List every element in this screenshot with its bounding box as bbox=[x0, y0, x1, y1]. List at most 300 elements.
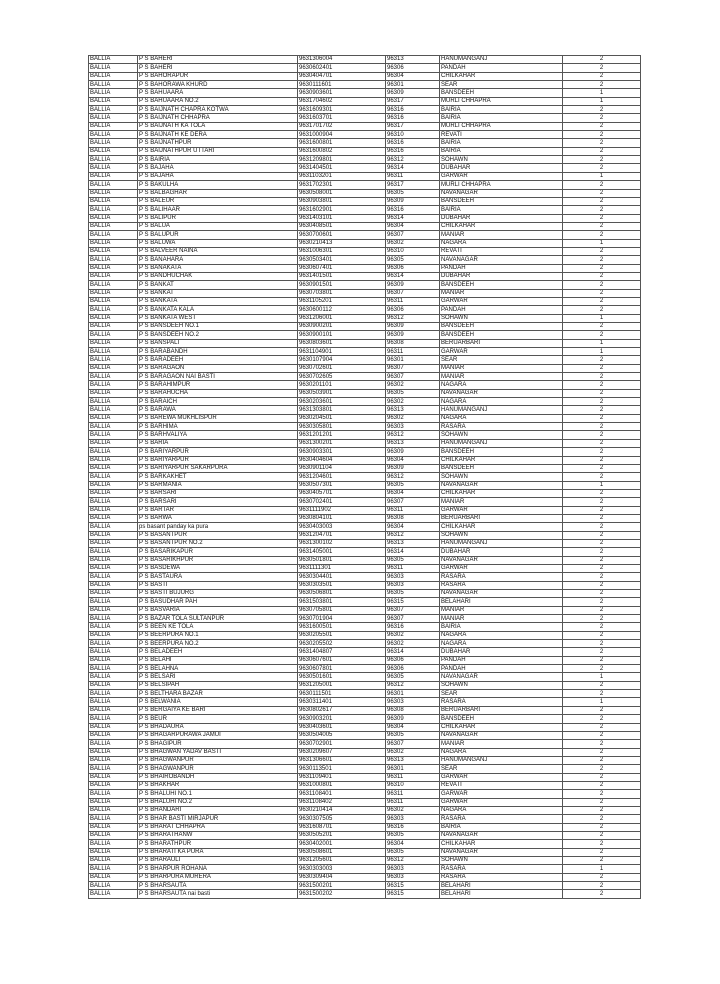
district-cell: BALLIA bbox=[89, 631, 138, 639]
count-cell: 1 bbox=[563, 314, 641, 322]
block-code-cell: 96305 bbox=[386, 590, 440, 598]
block-code-cell: 96309 bbox=[386, 464, 440, 472]
station-name-cell: P S BHARPURA MURERA bbox=[138, 873, 298, 881]
station-name-cell: P S BELADEEH bbox=[138, 648, 298, 656]
block-name-cell: BERUARBARI bbox=[440, 514, 563, 522]
district-cell: BALLIA bbox=[89, 172, 138, 180]
count-cell: 2 bbox=[563, 381, 641, 389]
district-cell: BALLIA bbox=[89, 231, 138, 239]
block-code-cell: 96309 bbox=[386, 197, 440, 205]
table-row bbox=[89, 222, 641, 230]
count-cell: 2 bbox=[563, 448, 641, 456]
district-cell: BALLIA bbox=[89, 331, 138, 339]
table-row bbox=[89, 314, 641, 322]
block-name-cell: BANSDEEH bbox=[440, 715, 563, 723]
code-cell: 9630201101 bbox=[298, 381, 386, 389]
table-row bbox=[89, 181, 641, 189]
block-code-cell: 96303 bbox=[386, 581, 440, 589]
block-name-cell: SEAR bbox=[440, 81, 563, 89]
code-cell: 9631500202 bbox=[298, 890, 386, 898]
code-cell: 9631602901 bbox=[298, 206, 386, 214]
count-cell: 2 bbox=[563, 731, 641, 739]
block-code-cell: 96313 bbox=[386, 56, 440, 64]
block-code-cell: 96310 bbox=[386, 781, 440, 789]
station-name-cell: P S BALUPUR bbox=[138, 231, 298, 239]
station-name-cell: P S BHAR BASTI MIRJAPUR bbox=[138, 815, 298, 823]
district-cell: BALLIA bbox=[89, 464, 138, 472]
block-code-cell: 96302 bbox=[386, 381, 440, 389]
block-name-cell: GARWAR bbox=[440, 506, 563, 514]
count-cell: 2 bbox=[563, 214, 641, 222]
code-cell: 9630600112 bbox=[298, 306, 386, 314]
block-code-cell: 96307 bbox=[386, 606, 440, 614]
code-cell: 9631500201 bbox=[298, 882, 386, 890]
station-name-cell: P S BHAGWANPUR bbox=[138, 756, 298, 764]
district-cell: BALLIA bbox=[89, 665, 138, 673]
table-row bbox=[89, 72, 641, 80]
station-name-cell: P S BASUDHAR PAH bbox=[138, 598, 298, 606]
table-row bbox=[89, 681, 641, 689]
table-row bbox=[89, 806, 641, 814]
table-row bbox=[89, 414, 641, 422]
code-cell: 9630205501 bbox=[298, 631, 386, 639]
code-cell: 9630803601 bbox=[298, 339, 386, 347]
code-cell: 9631108401 bbox=[298, 790, 386, 798]
code-cell: 9630503901 bbox=[298, 389, 386, 397]
block-name-cell: CHILKAHAR bbox=[440, 489, 563, 497]
count-cell: 2 bbox=[563, 623, 641, 631]
district-cell: BALLIA bbox=[89, 806, 138, 814]
district-cell: BALLIA bbox=[89, 857, 138, 865]
count-cell: 2 bbox=[563, 539, 641, 547]
block-name-cell: MANIAR bbox=[440, 498, 563, 506]
station-name-cell: P S BANSPALI bbox=[138, 339, 298, 347]
block-code-cell: 96306 bbox=[386, 64, 440, 72]
block-name-cell: BAIRIA bbox=[440, 147, 563, 155]
table-row bbox=[89, 848, 641, 856]
block-name-cell: BAIRIA bbox=[440, 623, 563, 631]
count-cell: 2 bbox=[563, 656, 641, 664]
code-cell: 9631404501 bbox=[298, 164, 386, 172]
count-cell: 2 bbox=[563, 498, 641, 506]
block-code-cell: 96317 bbox=[386, 181, 440, 189]
table-row bbox=[89, 398, 641, 406]
table-row bbox=[89, 197, 641, 205]
block-code-cell: 96309 bbox=[386, 89, 440, 97]
count-cell: 2 bbox=[563, 806, 641, 814]
block-code-cell: 96305 bbox=[386, 673, 440, 681]
code-cell: 9630403003 bbox=[298, 523, 386, 531]
code-cell: 9630900101 bbox=[298, 331, 386, 339]
district-cell: BALLIA bbox=[89, 264, 138, 272]
station-name-cell: P S BHARATI KA PURA bbox=[138, 848, 298, 856]
station-name-cell: P S BARTAR bbox=[138, 506, 298, 514]
block-code-cell: 96313 bbox=[386, 406, 440, 414]
count-cell: 1 bbox=[563, 698, 641, 706]
block-name-cell: BELAHARI bbox=[440, 890, 563, 898]
code-cell: 9630602401 bbox=[298, 64, 386, 72]
code-cell: 9630404604 bbox=[298, 456, 386, 464]
table-row bbox=[89, 865, 641, 873]
station-name-cell: P S BANKAT bbox=[138, 289, 298, 297]
district-cell: BALLIA bbox=[89, 873, 138, 881]
code-cell: 9630405701 bbox=[298, 489, 386, 497]
district-cell: BALLIA bbox=[89, 72, 138, 80]
station-name-cell: P S BARAHUCHA bbox=[138, 389, 298, 397]
code-cell: 9630210413 bbox=[298, 239, 386, 247]
block-code-cell: 96316 bbox=[386, 147, 440, 155]
count-cell: 2 bbox=[563, 272, 641, 280]
district-cell: BALLIA bbox=[89, 564, 138, 572]
block-code-cell: 96314 bbox=[386, 214, 440, 222]
block-name-cell: GARWAR bbox=[440, 773, 563, 781]
district-cell: BALLIA bbox=[89, 731, 138, 739]
table-row bbox=[89, 564, 641, 572]
table-row bbox=[89, 581, 641, 589]
block-name-cell: CHILKAHAR bbox=[440, 72, 563, 80]
code-cell: 9630203601 bbox=[298, 398, 386, 406]
table-row bbox=[89, 122, 641, 130]
table-row bbox=[89, 206, 641, 214]
block-code-cell: 96315 bbox=[386, 890, 440, 898]
block-code-cell: 96307 bbox=[386, 615, 440, 623]
block-name-cell: SOHAWN bbox=[440, 857, 563, 865]
block-name-cell: BAIRIA bbox=[440, 114, 563, 122]
block-name-cell: SOHAWN bbox=[440, 531, 563, 539]
count-cell: 2 bbox=[563, 781, 641, 789]
station-name-cell: P S BARAGAON bbox=[138, 364, 298, 372]
count-cell: 2 bbox=[563, 756, 641, 764]
code-cell: 9630107904 bbox=[298, 356, 386, 364]
block-name-cell: HANUMANGANJ bbox=[440, 756, 563, 764]
district-cell: BALLIA bbox=[89, 698, 138, 706]
block-code-cell: 96311 bbox=[386, 798, 440, 806]
block-name-cell: GARWAR bbox=[440, 564, 563, 572]
table-row bbox=[89, 439, 641, 447]
table-row bbox=[89, 815, 641, 823]
table-row bbox=[89, 156, 641, 164]
district-cell: BALLIA bbox=[89, 573, 138, 581]
block-code-cell: 96304 bbox=[386, 489, 440, 497]
block-name-cell: RASARA bbox=[440, 865, 563, 873]
district-cell: BALLIA bbox=[89, 423, 138, 431]
block-name-cell: SOHAWN bbox=[440, 681, 563, 689]
table-row bbox=[89, 573, 641, 581]
code-cell: 9630111501 bbox=[298, 690, 386, 698]
station-name-cell: P S BARHIMA bbox=[138, 423, 298, 431]
count-cell: 2 bbox=[563, 431, 641, 439]
count-cell: 2 bbox=[563, 506, 641, 514]
table-row bbox=[89, 323, 641, 331]
station-name-cell: P S BARIYARPUR SAKARPURA bbox=[138, 464, 298, 472]
table-row bbox=[89, 648, 641, 656]
station-name-cell: P S BHARSAUTA bbox=[138, 882, 298, 890]
block-name-cell: DUBAHAR bbox=[440, 164, 563, 172]
station-name-cell: P S BAIJNATH KA TOLA bbox=[138, 122, 298, 130]
block-code-cell: 96312 bbox=[386, 431, 440, 439]
code-cell: 9630205502 bbox=[298, 640, 386, 648]
station-name-cell: P S BARSARI bbox=[138, 489, 298, 497]
table-row bbox=[89, 748, 641, 756]
count-cell: 2 bbox=[563, 514, 641, 522]
block-name-cell: PANDAH bbox=[440, 665, 563, 673]
table-row bbox=[89, 506, 641, 514]
station-name-cell: P S BELWANIA bbox=[138, 698, 298, 706]
count-cell: 2 bbox=[563, 297, 641, 305]
code-cell: 9630702901 bbox=[298, 740, 386, 748]
table-row bbox=[89, 56, 641, 64]
table-row bbox=[89, 873, 641, 881]
table-row bbox=[89, 356, 641, 364]
district-cell: BALLIA bbox=[89, 498, 138, 506]
block-code-cell: 96312 bbox=[386, 857, 440, 865]
block-name-cell: NAGARA bbox=[440, 239, 563, 247]
count-cell: 2 bbox=[563, 748, 641, 756]
code-cell: 9631609301 bbox=[298, 106, 386, 114]
district-cell: BALLIA bbox=[89, 798, 138, 806]
code-cell: 9630607601 bbox=[298, 656, 386, 664]
station-name-cell: P S BANKATA KALA bbox=[138, 306, 298, 314]
district-cell: BALLIA bbox=[89, 448, 138, 456]
block-name-cell: GARWAR bbox=[440, 798, 563, 806]
block-code-cell: 96307 bbox=[386, 289, 440, 297]
station-name-cell: P S BARIYARPUR bbox=[138, 456, 298, 464]
code-cell: 9631111902 bbox=[298, 506, 386, 514]
block-code-cell: 96309 bbox=[386, 331, 440, 339]
code-cell: 9630607401 bbox=[298, 264, 386, 272]
count-cell: 2 bbox=[563, 548, 641, 556]
block-code-cell: 96314 bbox=[386, 548, 440, 556]
count-cell: 2 bbox=[563, 364, 641, 372]
count-cell: 2 bbox=[563, 72, 641, 80]
table-row bbox=[89, 164, 641, 172]
block-name-cell: MANIAR bbox=[440, 231, 563, 239]
block-code-cell: 96307 bbox=[386, 373, 440, 381]
code-cell: 9630305801 bbox=[298, 423, 386, 431]
table-row bbox=[89, 264, 641, 272]
table-row bbox=[89, 239, 641, 247]
district-cell: BALLIA bbox=[89, 106, 138, 114]
district-cell: BALLIA bbox=[89, 523, 138, 531]
block-code-cell: 96317 bbox=[386, 97, 440, 105]
count-cell: 2 bbox=[563, 665, 641, 673]
station-name-cell: P S BAIJNATH CHAPRA KOTWA bbox=[138, 106, 298, 114]
code-cell: 9630507301 bbox=[298, 481, 386, 489]
district-cell: BALLIA bbox=[89, 514, 138, 522]
block-name-cell: NAVANAGAR bbox=[440, 590, 563, 598]
block-name-cell: SEAR bbox=[440, 765, 563, 773]
code-cell: 9630204501 bbox=[298, 414, 386, 422]
district-cell: BALLIA bbox=[89, 356, 138, 364]
block-name-cell: BAIRIA bbox=[440, 823, 563, 831]
district-cell: BALLIA bbox=[89, 740, 138, 748]
district-cell: BALLIA bbox=[89, 556, 138, 564]
block-code-cell: 96304 bbox=[386, 456, 440, 464]
count-cell: 2 bbox=[563, 740, 641, 748]
block-code-cell: 96312 bbox=[386, 314, 440, 322]
block-code-cell: 96304 bbox=[386, 72, 440, 80]
station-name-cell: P S BERGAIYA KE BARI bbox=[138, 706, 298, 714]
block-name-cell: MURLI CHHAPRA bbox=[440, 181, 563, 189]
block-code-cell: 96312 bbox=[386, 473, 440, 481]
district-cell: BALLIA bbox=[89, 748, 138, 756]
block-name-cell: RASARA bbox=[440, 698, 563, 706]
block-code-cell: 96306 bbox=[386, 665, 440, 673]
block-name-cell: NAGARA bbox=[440, 806, 563, 814]
block-code-cell: 96310 bbox=[386, 247, 440, 255]
count-cell: 2 bbox=[563, 164, 641, 172]
district-cell: BALLIA bbox=[89, 615, 138, 623]
district-cell: BALLIA bbox=[89, 865, 138, 873]
block-name-cell: BANSDEEH bbox=[440, 197, 563, 205]
block-name-cell: BERUARBARI bbox=[440, 706, 563, 714]
code-cell: 9630408501 bbox=[298, 222, 386, 230]
district-cell: BALLIA bbox=[89, 606, 138, 614]
block-name-cell: BANSDEEH bbox=[440, 89, 563, 97]
count-cell: 2 bbox=[563, 114, 641, 122]
table-row bbox=[89, 840, 641, 848]
count-cell: 1 bbox=[563, 865, 641, 873]
count-cell: 2 bbox=[563, 247, 641, 255]
code-cell: 9631006301 bbox=[298, 247, 386, 255]
station-name-cell: P S BHAGARPURAWA JAMUI bbox=[138, 731, 298, 739]
district-cell: BALLIA bbox=[89, 548, 138, 556]
block-code-cell: 96304 bbox=[386, 723, 440, 731]
code-cell: 9631109401 bbox=[298, 773, 386, 781]
block-code-cell: 96302 bbox=[386, 398, 440, 406]
station-name-cell: P S BANKATA bbox=[138, 297, 298, 305]
table-row bbox=[89, 364, 641, 372]
district-cell: BALLIA bbox=[89, 815, 138, 823]
count-cell: 2 bbox=[563, 631, 641, 639]
table-row bbox=[89, 890, 641, 898]
district-cell: BALLIA bbox=[89, 314, 138, 322]
station-name-cell: P S BAIJNATHPUR bbox=[138, 139, 298, 147]
code-cell: 9630703801 bbox=[298, 289, 386, 297]
table-row bbox=[89, 615, 641, 623]
district-cell: BALLIA bbox=[89, 640, 138, 648]
block-code-cell: 96303 bbox=[386, 698, 440, 706]
district-cell: BALLIA bbox=[89, 781, 138, 789]
code-cell: 9631603701 bbox=[298, 114, 386, 122]
block-code-cell: 96305 bbox=[386, 848, 440, 856]
count-cell: 2 bbox=[563, 857, 641, 865]
district-cell: BALLIA bbox=[89, 64, 138, 72]
block-code-cell: 96312 bbox=[386, 531, 440, 539]
station-name-cell: P S BANKATA WEST bbox=[138, 314, 298, 322]
station-name-cell: P S BELSIPAH bbox=[138, 681, 298, 689]
station-name-cell: P S BASANTPUR NO.2 bbox=[138, 539, 298, 547]
code-cell: 9630111601 bbox=[298, 81, 386, 89]
station-name-cell: P S BALUA bbox=[138, 222, 298, 230]
count-cell: 2 bbox=[563, 323, 641, 331]
table-row bbox=[89, 189, 641, 197]
district-cell: BALLIA bbox=[89, 239, 138, 247]
station-name-cell: P S BHALUHI NO.1 bbox=[138, 790, 298, 798]
block-code-cell: 96314 bbox=[386, 272, 440, 280]
code-cell: 9631209801 bbox=[298, 156, 386, 164]
block-name-cell: SEAR bbox=[440, 356, 563, 364]
table-row bbox=[89, 97, 641, 105]
table-row bbox=[89, 790, 641, 798]
table-row bbox=[89, 214, 641, 222]
data-table bbox=[88, 55, 641, 899]
block-name-cell: GARWAR bbox=[440, 172, 563, 180]
count-cell: 2 bbox=[563, 373, 641, 381]
table-body bbox=[89, 56, 641, 899]
district-cell: BALLIA bbox=[89, 715, 138, 723]
count-cell: 2 bbox=[563, 681, 641, 689]
station-name-cell: P S BAJAHA bbox=[138, 172, 298, 180]
station-name-cell: P S BHARATHANW bbox=[138, 831, 298, 839]
block-code-cell: 96302 bbox=[386, 631, 440, 639]
code-cell: 9630501801 bbox=[298, 556, 386, 564]
count-cell: 2 bbox=[563, 256, 641, 264]
count-cell: 1 bbox=[563, 239, 641, 247]
table-row bbox=[89, 431, 641, 439]
district-cell: BALLIA bbox=[89, 297, 138, 305]
block-code-cell: 96309 bbox=[386, 323, 440, 331]
district-cell: BALLIA bbox=[89, 122, 138, 130]
district-cell: BALLIA bbox=[89, 406, 138, 414]
code-cell: 9630700601 bbox=[298, 231, 386, 239]
table-row bbox=[89, 731, 641, 739]
table-row bbox=[89, 781, 641, 789]
block-name-cell: NAVANAGAR bbox=[440, 256, 563, 264]
code-cell: 9630311401 bbox=[298, 698, 386, 706]
code-cell: 9631108402 bbox=[298, 798, 386, 806]
district-cell: BALLIA bbox=[89, 506, 138, 514]
code-cell: 9630209607 bbox=[298, 748, 386, 756]
count-cell: 2 bbox=[563, 406, 641, 414]
code-cell: 9631306004 bbox=[298, 56, 386, 64]
code-cell: 9630903601 bbox=[298, 89, 386, 97]
code-cell: 9630403601 bbox=[298, 723, 386, 731]
block-name-cell: MANIAR bbox=[440, 740, 563, 748]
block-name-cell: BERUARBARI bbox=[440, 339, 563, 347]
count-cell: 2 bbox=[563, 831, 641, 839]
table-row bbox=[89, 665, 641, 673]
district-cell: BALLIA bbox=[89, 790, 138, 798]
table-row bbox=[89, 690, 641, 698]
district-cell: BALLIA bbox=[89, 306, 138, 314]
station-name-cell: P S BAIJNATH CHHAPRA bbox=[138, 114, 298, 122]
table-row bbox=[89, 640, 641, 648]
block-code-cell: 96305 bbox=[386, 389, 440, 397]
code-cell: 9630702401 bbox=[298, 498, 386, 506]
code-cell: 9630900201 bbox=[298, 323, 386, 331]
district-cell: BALLIA bbox=[89, 765, 138, 773]
district-cell: BALLIA bbox=[89, 373, 138, 381]
code-cell: 9630303501 bbox=[298, 581, 386, 589]
count-cell: 2 bbox=[563, 564, 641, 572]
block-name-cell: NAVANAGAR bbox=[440, 189, 563, 197]
station-name-cell: P S BHARAULI bbox=[138, 857, 298, 865]
count-cell: 2 bbox=[563, 706, 641, 714]
district-cell: BALLIA bbox=[89, 381, 138, 389]
block-code-cell: 96302 bbox=[386, 806, 440, 814]
district-cell: BALLIA bbox=[89, 189, 138, 197]
station-name-cell: P S BAHERI bbox=[138, 64, 298, 72]
code-cell: 9631205001 bbox=[298, 681, 386, 689]
block-name-cell: DUBAHAR bbox=[440, 214, 563, 222]
block-name-cell: NAVANAGAR bbox=[440, 481, 563, 489]
code-cell: 9631704602 bbox=[298, 97, 386, 105]
block-code-cell: 96311 bbox=[386, 790, 440, 798]
station-name-cell: P S BASDEWA bbox=[138, 564, 298, 572]
table-row bbox=[89, 673, 641, 681]
table-row bbox=[89, 448, 641, 456]
